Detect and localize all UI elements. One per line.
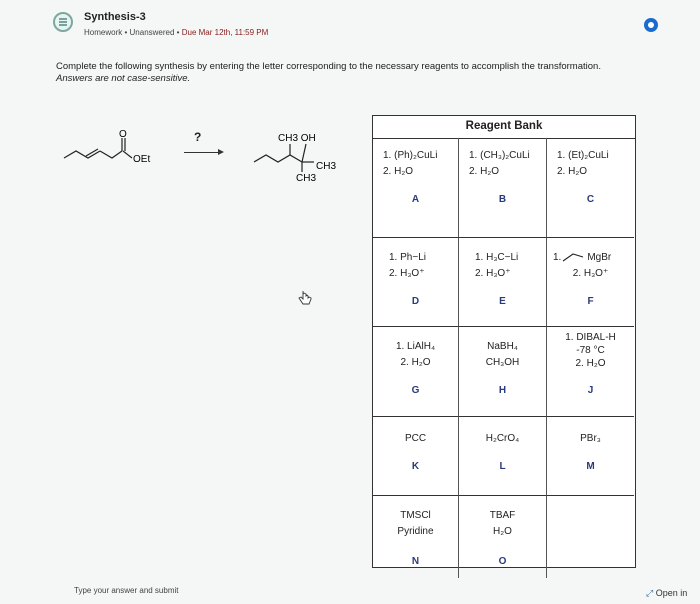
reagent-line: 1. (Ph)₂CuLi: [383, 150, 438, 161]
reagent-cell-o: [459, 496, 547, 578]
reagent-line: 2. H₂O: [557, 166, 587, 177]
reagent-letter: O: [498, 556, 507, 567]
reagent-letter: L: [499, 461, 506, 472]
meta-due-date: Due Mar 12th, 11:59 PM: [181, 28, 269, 37]
reagent-text: [459, 508, 546, 540]
reagent-cell-d: [373, 238, 459, 327]
reagent-line: PBr₃: [580, 433, 601, 444]
reagent-line-number: 1.: [553, 252, 562, 263]
reagent-cell-h: [459, 327, 547, 417]
reagent-letter: J: [587, 385, 594, 396]
reagent-text: [547, 331, 634, 370]
answer-hint: Type your answer and submit: [74, 586, 179, 595]
reagent-mgbr: MgBr: [587, 252, 612, 263]
reagent-line: H₂CrO₄: [485, 433, 520, 444]
reagent-line: TMSCl: [400, 510, 431, 521]
product-structure: [250, 126, 360, 184]
reagent-text: [373, 148, 458, 180]
starting-material-structure: [60, 128, 170, 176]
reagent-line: 1. (Et)₂CuLi: [557, 150, 609, 161]
reagent-letter: C: [586, 194, 595, 205]
reagent-line: [553, 250, 628, 266]
reagent-line: 2. H₂O: [400, 357, 431, 368]
reagent-line: 1. DIBAL-H: [565, 332, 616, 343]
reagent-line: 2. H₂O: [383, 166, 413, 177]
reagent-line: Pyridine: [397, 526, 434, 537]
reaction-arrow: [180, 130, 230, 160]
open-in-button[interactable]: [646, 588, 687, 599]
assignment-meta: [84, 28, 268, 37]
reagent-letter: A: [411, 194, 420, 205]
reagent-line: -78 °C: [576, 345, 605, 356]
reagent-line: PCC: [404, 433, 427, 444]
reagent-letter: E: [499, 296, 506, 307]
question-prompt: [56, 61, 616, 85]
reagent-bank-table: [372, 115, 636, 568]
reagent-cell-empty: [547, 496, 634, 578]
reagent-text: [547, 250, 634, 282]
reagent-line: 2. H₂O: [469, 166, 499, 177]
reagent-letter: F: [587, 296, 594, 307]
reagent-line: H₂O: [493, 526, 512, 537]
reagent-cell-l: [459, 417, 547, 496]
open-in-icon: ⤢: [646, 588, 654, 598]
reagent-line: 2. H₃O⁺: [572, 268, 609, 279]
reagent-text: [373, 339, 458, 371]
reagent-cell-e: [459, 238, 547, 327]
reagent-text: [373, 250, 458, 282]
reagent-text: [459, 339, 546, 371]
open-in-label: Open in: [655, 588, 688, 598]
page-title: Synthesis-3: [84, 11, 146, 23]
reagent-grid: [373, 138, 634, 578]
reagent-cell-f: [547, 238, 634, 327]
reagent-text: [547, 148, 634, 180]
reagent-text: [459, 148, 546, 180]
reagent-cell-c: [547, 138, 634, 238]
label-ch3-right: CH3: [316, 161, 337, 172]
reagent-cell-b: [459, 138, 547, 238]
reagent-letter: B: [498, 194, 507, 205]
reagent-letter: N: [411, 556, 420, 567]
reagent-text: [373, 431, 458, 447]
reagent-letter: D: [411, 296, 420, 307]
meta-type: Homework: [84, 28, 123, 37]
label-O: O: [119, 129, 127, 140]
reagent-letter: H: [498, 385, 507, 396]
meta-bullet-1: •: [124, 28, 128, 37]
reagent-text: [373, 508, 458, 540]
arrow-question-mark: ?: [194, 130, 202, 144]
vinyl-bond-icon: [561, 251, 587, 263]
reagent-line: 1. LiAlH₄: [395, 341, 436, 352]
meta-status: Unanswered: [129, 28, 175, 37]
reagent-cell-j: [547, 327, 634, 417]
reagent-line: 2. H₃O⁺: [389, 268, 425, 279]
reagent-line: 1. Ph−Li: [389, 252, 426, 263]
label-OEt: OEt: [133, 154, 151, 165]
prompt-text: Complete the following synthesis by entering the letter corresponding to the necessary reagents to accomplish the transformation.: [56, 61, 601, 72]
reagent-letter: G: [411, 385, 420, 396]
reagent-line: 2. H₂O: [575, 358, 606, 369]
reagent-line: 1. (CH₃)₂CuLi: [469, 150, 530, 161]
reagent-bank-title: Reagent Bank: [373, 116, 635, 139]
meta-bullet-2: •: [176, 28, 180, 37]
reagent-letter: M: [586, 461, 595, 472]
reagent-cell-a: [373, 138, 459, 238]
reagent-text: [459, 250, 546, 282]
status-dot-button[interactable]: [644, 18, 658, 32]
reagent-line: CH₃OH: [485, 357, 520, 368]
hand-cursor-icon: [298, 290, 312, 306]
label-ch3-oh: CH3 OH: [278, 133, 316, 144]
arrow-head-icon: [218, 149, 224, 155]
reagent-text: [459, 431, 546, 447]
reagent-line: 1. H₃C−Li: [475, 252, 519, 263]
reagent-cell-m: [547, 417, 634, 496]
reagent-cell-g: [373, 327, 459, 417]
reagent-cell-n: [373, 496, 459, 578]
reagent-cell-k: [373, 417, 459, 496]
label-ch3-bottom: CH3: [296, 173, 317, 184]
reagent-text: [547, 431, 634, 447]
prompt-note: Answers are not case-sensitive.: [56, 73, 191, 84]
assignment-icon: [53, 12, 73, 32]
reagent-line: 2. H₃O⁺: [475, 268, 511, 279]
reagent-line: NaBH₄: [487, 341, 518, 352]
arrow-line: [184, 152, 220, 153]
reagent-letter: K: [411, 461, 420, 472]
reagent-line: TBAF: [489, 510, 516, 521]
